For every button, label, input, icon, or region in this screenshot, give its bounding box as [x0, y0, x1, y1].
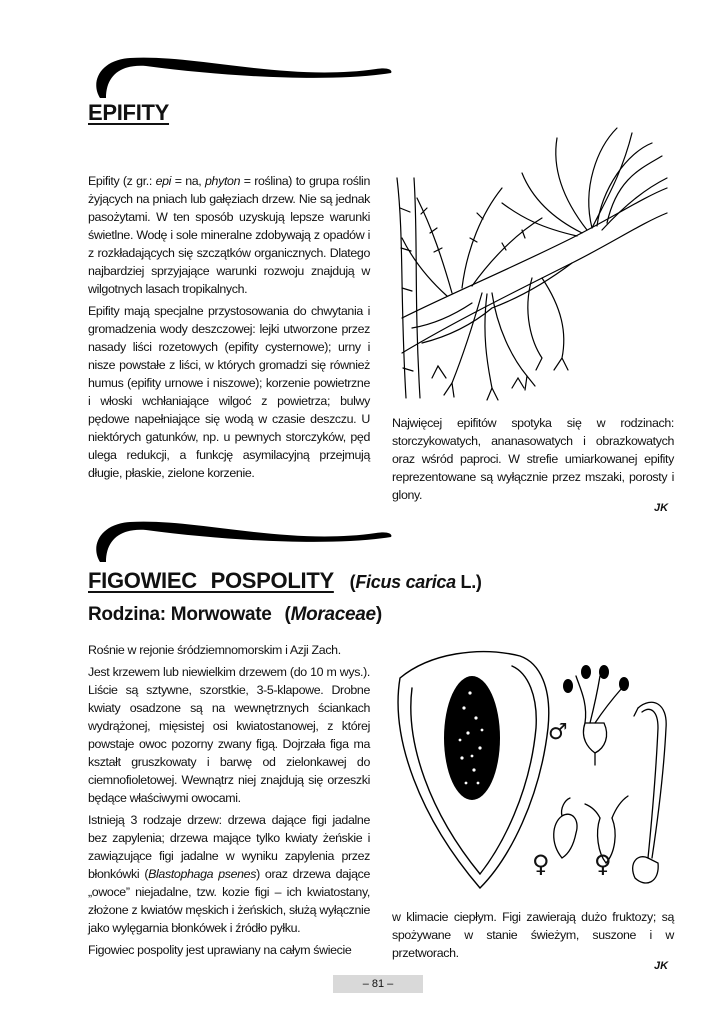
epifity-paragraph-2: Epifity mają specjalne przystosowania do chwytania i gromadzenia wody deszczowej: lejki utworzone przez nasady liści rozetowych (epifity cysternowe); urny i nisze powstałe z liści, w których gromadzi się również humus (epifity urnowe i niszowe); korzenie powietrzne i włoski wchłaniające wilgoć z powietrza; bulwy pędowe napełniające się wodą w czasie deszczu. U niektórych gatunków, np. u pewnych storczyków, pęd ulega redukcji, a funkcję asymilacyjną przejmują długie, płaskie, zielone korzenie.: [88, 304, 370, 480]
epifity-paragraph-1: Epifity (z gr.: epi = na, phyton = roślina) to grupa roślin żyjących na pniach lub gałęziach drzew. Nie są jednak pasożytami. W ten sposób uzyskują lepsze warunki świetlne. Wodę i sole mineralne zdobywają z opadów i z rozkładających się szczątków organicznych. Dlatego najbardziej sprzyjające warunki rozwoju znajdują w wilgotnych lasach tropikalnych.: [88, 174, 371, 296]
figowiec-paragraph-4: Figowiec pospolity jest uprawiany na całym świecie: [88, 943, 352, 957]
figowiec-paragraph-2: Jest krzewem lub niewielkim drzewem (do 10 m wys.). Liście są sztywne, szorstkie, 3-5-klapowe. Drobne kwiaty osadzone są na wewnętrznych ściankach wydrążonej, mięsistej osi kwiatostanowej, z której powstaje owoc pozorny zwany figą. Dojrzała figa ma kształt gruszkowaty i barwę od zielonkawej do ciemnofioletowej. Wewnątrz niej znajdują się orzeszki będące właściwymi owocami.: [88, 665, 370, 805]
epifity-right-column: [392, 414, 674, 508]
figowiec-paragraph-1: Rośnie w rejonie śródziemnomorskim i Azji Zach.: [88, 643, 341, 657]
section-title-figowiec: [88, 568, 482, 594]
epiphyte-illustration: [392, 118, 672, 406]
author-signature: JK: [654, 502, 669, 514]
fig-illustration: [390, 648, 676, 900]
figowiec-paragraph-3: Istnieją 3 rodzaje drzew: drzewa dające figi jadalne bez zapylenia; drzewa mające tylko kwiaty żeńskie i zawiązujące figi jadalne w wyniku zapylenia przez błonkówki (Blastophaga psenes) oraz drzewa dające „owoce” niejadalne, tzw. kozie figi – ich kwiatostany, złożone z kwiatów męskich i żeńskich, służą wyłącznie jako wylęgarnia błonkówek i źródło pyłku.: [88, 813, 370, 935]
figowiec-left-column: [88, 641, 370, 963]
species-latin: (Ficus carica L.): [349, 572, 482, 592]
male-symbol: ♂: [548, 720, 568, 745]
section-title-epifity: EPIFITY: [88, 100, 170, 125]
species-name: FIGOWIEC POSPOLITY: [88, 568, 334, 593]
page-number: – 81 –: [333, 975, 423, 993]
epifity-paragraph-3: Najwięcej epifitów spotyka się w rodzinach: storczykowatych, ananasowatych i obrazkowatych oraz wśród paproci. W strefie umiarkowanej epifity reprezentowane są wyłącznie przez mszaki, porosty i glony.: [392, 416, 674, 502]
author-signature-2: JK: [654, 960, 669, 972]
decorative-swoosh-middle: [86, 516, 396, 564]
figowiec-paragraph-5: w klimacie ciepłym. Figi zawierają dużo fruktozy; są spożywane w stanie świeżym, suszone i w przetworach.: [392, 910, 674, 960]
female-symbol-1: ♀: [532, 850, 550, 878]
epifity-left-column: [88, 172, 370, 486]
female-symbol-2: ♀: [594, 850, 612, 878]
family-heading: Rodzina: Morwowate (Moraceae): [88, 604, 382, 625]
decorative-swoosh-top: [86, 52, 396, 100]
figowiec-right-column: [392, 908, 674, 966]
